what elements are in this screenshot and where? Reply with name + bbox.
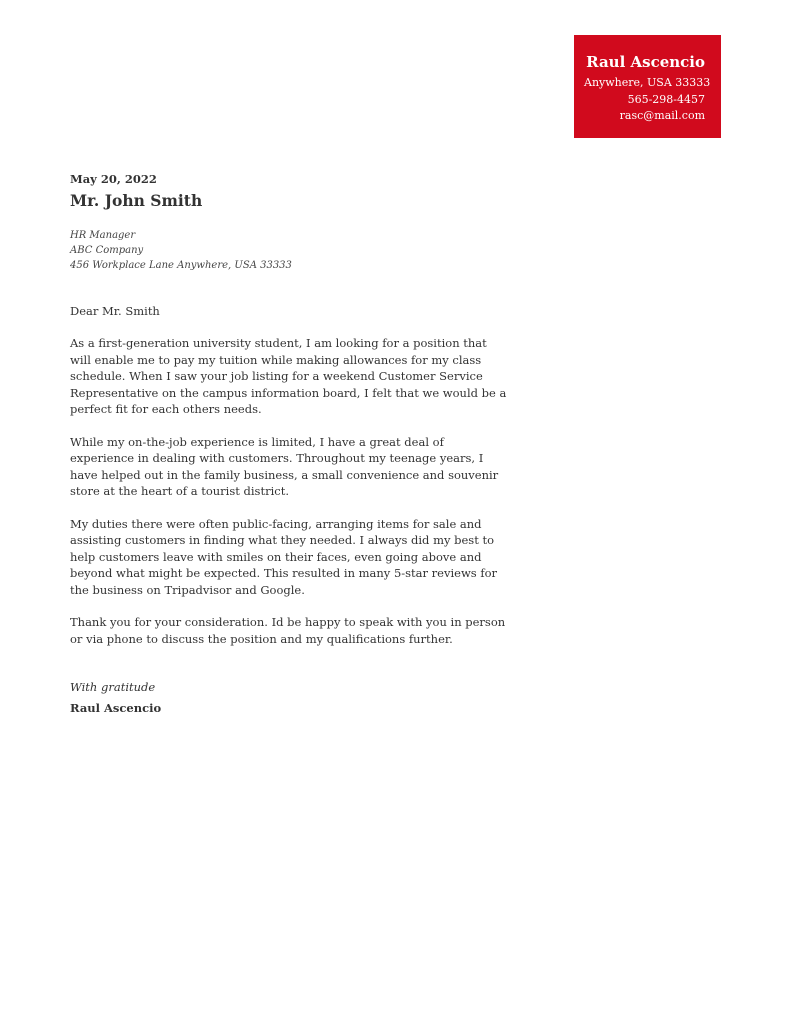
sender-email: rasc@mail.com [619, 109, 705, 122]
sender-header [574, 35, 721, 138]
recipient-address: 456 Workplace Lane Anywhere, USA 33333 [70, 260, 292, 271]
body-paragraph: Thank you for your consideration. Id be happy to speak with you in person or via phone to discuss the position and my qualifications further. [70, 615, 506, 646]
closing: With gratitude [70, 680, 156, 694]
recipient-details [70, 228, 292, 273]
recipient-company: ABC Company [70, 245, 144, 256]
recipient-name: Mr. John Smith [70, 191, 203, 210]
salutation: Dear Mr. Smith [70, 304, 160, 318]
body-paragraph: My duties there were often public-facing, arranging items for sale and assisting customers in finding what they needed. I always did my best to help customers leave with smiles on their faces, even going above and beyond what might be expected. This resulted in many 5-star reviews for the business on Tripadvisor and Google. [70, 516, 498, 597]
letter-date: May 20, 2022 [70, 172, 157, 186]
sender-address: Anywhere, USA 33333 [584, 76, 711, 89]
signature: Raul Ascencio [70, 701, 162, 715]
sender-phone: 565-298-4457 [627, 92, 705, 106]
body-paragraph: As a first-generation university student, I am looking for a position that will enable me to pay my tuition while making allowances for my class schedule. When I saw your job listing for a weekend Customer Service Representative on the campus information board, I felt that we would be a perfect fit for each others needs. [70, 336, 507, 416]
body-paragraph: While my on-the-job experience is limited, I have a great deal of experience in dealing with customers. Throughout my teenage years, I have helped out in the family business, a small convenience and souvenir store at the heart of a tourist district. [70, 434, 499, 498]
sender-name: Raul Ascencio [586, 53, 705, 71]
letter-body [70, 335, 510, 663]
recipient-title: HR Manager [70, 230, 136, 241]
